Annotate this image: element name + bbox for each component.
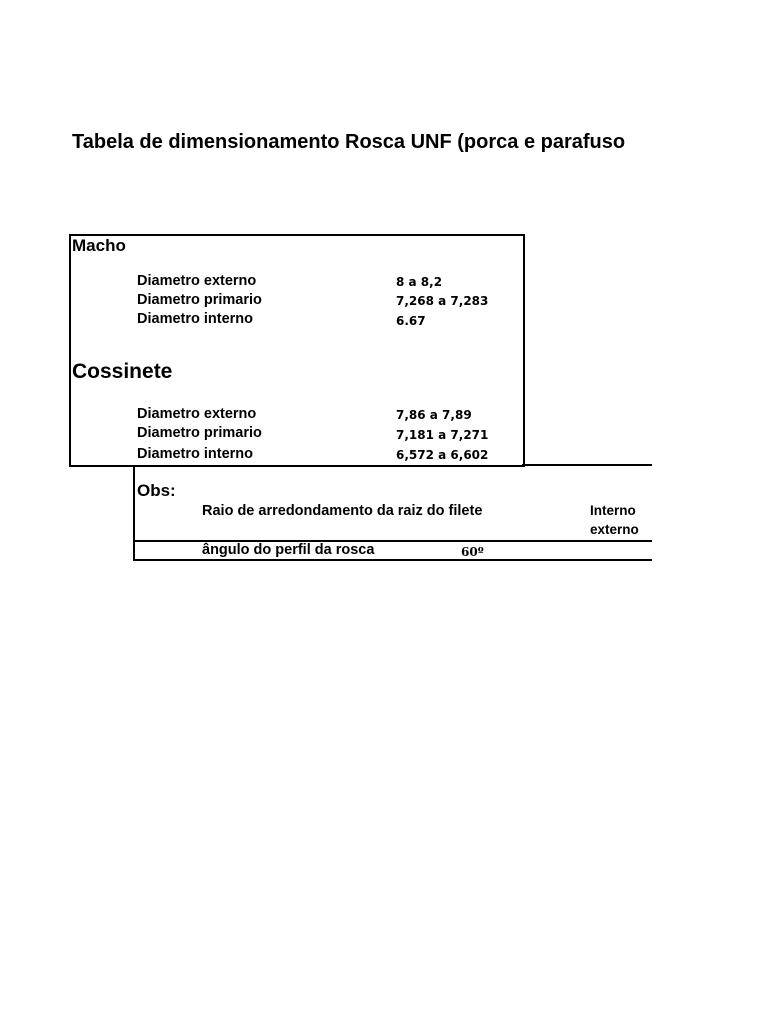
obs-externo-label: externo bbox=[590, 522, 639, 537]
cossinete-label-interno: Diametro interno bbox=[137, 446, 254, 462]
obs-angulo-value: 60º bbox=[461, 545, 484, 559]
obs-raio-label: Raio de arredondamento da raiz do filete bbox=[202, 503, 483, 519]
macho-value-interno: 6.67 bbox=[396, 314, 426, 328]
section-heading-macho: Macho bbox=[72, 236, 126, 255]
cossinete-value-interno: 6,572 a 6,602 bbox=[396, 448, 489, 462]
obs-bottom-border bbox=[133, 559, 652, 561]
cossinete-value-primario: 7,181 a 7,271 bbox=[396, 428, 489, 442]
cossinete-value-externo: 7,86 a 7,89 bbox=[396, 408, 472, 422]
macho-label-interno: Diametro interno bbox=[137, 311, 254, 327]
obs-left-border bbox=[133, 465, 135, 561]
section-heading-cossinete: Cossinete bbox=[72, 360, 173, 383]
table-border-extension bbox=[522, 464, 652, 466]
macho-value-primario: 7,268 a 7,283 bbox=[396, 294, 489, 308]
obs-angulo-label: ângulo do perfil da rosca bbox=[202, 542, 375, 558]
cossinete-label-primario: Diametro primario bbox=[137, 425, 262, 441]
page-title: Tabela de dimensionamento Rosca UNF (porca e parafuso bbox=[72, 131, 626, 153]
macho-value-externo: 8 a 8,2 bbox=[396, 275, 443, 289]
obs-interno-label: Interno bbox=[590, 503, 636, 518]
macho-label-externo: Diametro externo bbox=[137, 273, 257, 289]
macho-label-primario: Diametro primario bbox=[137, 292, 262, 308]
section-heading-obs: Obs: bbox=[137, 481, 176, 500]
cossinete-label-externo: Diametro externo bbox=[137, 406, 257, 422]
